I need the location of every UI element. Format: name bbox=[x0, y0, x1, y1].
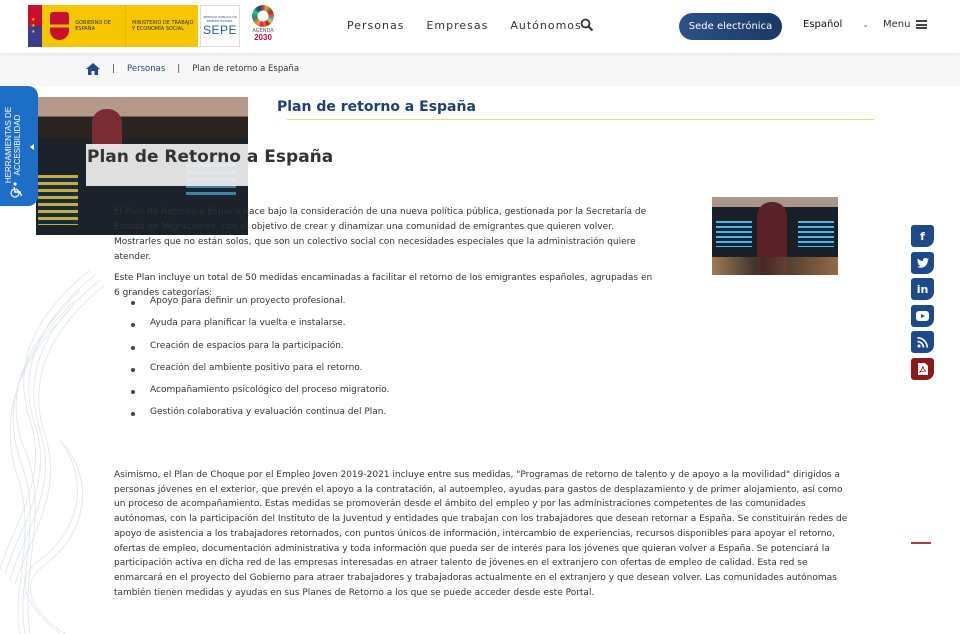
bullet-icon bbox=[131, 346, 135, 350]
agenda-year: 2030 bbox=[254, 33, 272, 42]
breadcrumb-separator: | bbox=[112, 64, 116, 74]
gobierno-text: GOBIERNO DE ESPAÑA bbox=[75, 20, 111, 32]
social-share-bar bbox=[911, 225, 934, 380]
menu-label: Menu bbox=[883, 19, 911, 30]
coat-of-arms-icon bbox=[50, 12, 69, 40]
list-item-text: Creación de espacios para la participación. bbox=[150, 340, 344, 351]
ministerio-logo bbox=[125, 5, 198, 47]
youtube-icon[interactable] bbox=[911, 305, 934, 327]
bullet-icon bbox=[131, 390, 135, 394]
site-header bbox=[0, 0, 960, 53]
menu-button[interactable] bbox=[883, 19, 927, 30]
person-figure bbox=[92, 109, 122, 149]
bullet-icon bbox=[131, 412, 135, 416]
section-title: Plan de retorno a España bbox=[277, 99, 476, 115]
sepe-subtitle: SERVICIO PÚBLICO DE EMPLEO ESTATAL bbox=[203, 15, 237, 23]
wheelchair-icon bbox=[8, 182, 24, 198]
list-item bbox=[131, 407, 389, 429]
paragraph: Este Plan incluye un total de 50 medidas encaminadas a facilitar el retorno de los emigrantes españoles, agrupadas en 6 grandes categorías: bbox=[114, 273, 653, 298]
departure-board bbox=[716, 221, 752, 247]
home-icon[interactable] bbox=[86, 63, 100, 75]
eu-flag-icon bbox=[28, 5, 42, 47]
list-item-text: Creación del ambiente positivo para el retorno. bbox=[150, 362, 363, 373]
categories-list bbox=[131, 296, 389, 430]
scroll-indicator bbox=[911, 542, 931, 544]
bullet-icon bbox=[131, 368, 135, 372]
sepe-wordmark: SEPE bbox=[202, 23, 237, 37]
paragraph: El Plan de Retorno a España nace bajo la consideración de una nueva política pública, gestionada por la Secretaría de Estado de Migraciones, con el objetivo de crear y dinamizar una comunidad de emigrantes que quieren volver. Mostrarles que no están solos, que son un colectivo social con necesidades especiales que la administración quiere atender. bbox=[114, 207, 647, 262]
breadcrumb-separator: | bbox=[177, 64, 181, 74]
breadcrumb-personas[interactable]: Personas bbox=[127, 64, 166, 74]
language-value: Español bbox=[803, 19, 843, 30]
hamburger-icon bbox=[916, 20, 927, 29]
accessibility-tools-tab[interactable] bbox=[0, 86, 38, 206]
sepe-logo[interactable] bbox=[200, 5, 240, 47]
twitter-icon[interactable] bbox=[911, 252, 934, 274]
decorative-swirl bbox=[0, 270, 110, 634]
list-item bbox=[131, 363, 389, 385]
bullet-icon bbox=[131, 323, 135, 327]
linkedin-icon[interactable]: in bbox=[911, 278, 934, 300]
sdg-wheel-icon bbox=[252, 5, 274, 27]
main-nav bbox=[347, 19, 582, 32]
list-item-text: Gestión colaborativa y evaluación continua del Plan. bbox=[150, 407, 387, 418]
nav-empresas[interactable]: Empresas bbox=[426, 19, 489, 32]
breadcrumb bbox=[86, 63, 299, 75]
bullet-icon bbox=[131, 301, 135, 305]
floor-lights bbox=[712, 257, 838, 275]
nav-personas[interactable]: Personas bbox=[347, 19, 405, 32]
government-logos[interactable] bbox=[28, 5, 278, 47]
search-icon[interactable] bbox=[580, 18, 594, 32]
departure-board bbox=[38, 175, 78, 225]
agenda-label: AGENDA bbox=[252, 28, 274, 34]
hero-title: Plan de Retorno a España bbox=[87, 147, 334, 167]
ministerio-text: MINISTERIO DE TRABAJO Y ECONOMÍA SOCIAL bbox=[132, 20, 194, 32]
gobierno-logo bbox=[42, 5, 125, 47]
list-item bbox=[131, 296, 389, 318]
chevron-down-icon: ⌄ bbox=[862, 20, 869, 29]
language-selector[interactable] bbox=[803, 19, 869, 30]
agenda-2030-logo bbox=[248, 5, 278, 47]
rss-glyph bbox=[917, 337, 928, 348]
twitter-bird-glyph bbox=[917, 258, 929, 268]
list-item-text: Ayuda para planificar la vuelta e instalarse. bbox=[150, 318, 346, 329]
intro-text bbox=[114, 205, 654, 307]
airport-traveler-image bbox=[712, 197, 838, 275]
list-item bbox=[131, 318, 389, 340]
facebook-icon[interactable]: f bbox=[911, 225, 934, 247]
departure-board bbox=[798, 221, 834, 247]
accessibility-label: HERRAMIENTAS DE ACCESIBILIDAD bbox=[4, 106, 22, 184]
sede-electronica-button[interactable]: Sede electrónica bbox=[679, 13, 782, 40]
list-item bbox=[131, 341, 389, 363]
nav-autonomos[interactable]: Autónomos bbox=[510, 19, 582, 32]
list-item-text: Acompañamiento psicológico del proceso migratorio. bbox=[150, 385, 390, 396]
list-item-text: Apoyo para definir un proyecto profesional. bbox=[150, 296, 346, 306]
rss-icon[interactable] bbox=[911, 331, 934, 353]
youtube-play-glyph bbox=[916, 311, 929, 321]
pdf-icon[interactable] bbox=[911, 358, 934, 380]
list-item bbox=[131, 385, 389, 407]
pdf-document-glyph bbox=[918, 363, 928, 375]
caret-left-icon bbox=[30, 144, 34, 150]
section-divider bbox=[287, 119, 874, 120]
plan-choque-paragraph: Asimismo, el Plan de Choque por el Empleo Joven 2019-2021 incluye entre sus medidas, "Programas de retorno de talento y de apoyo a la movilidad" dirigidos a personas jóvenes en el exterior, que prevén el apoyo a la contratación, al autoempleo, ayudas para gastos de desplazamiento y de primer alojamiento, así como un proceso de acompañamiento. Estas medidas se promoverán desde el ámbito del empleo y por las administraciones competentes de las comunidades autónomas, con la participación del Instituto de la Juventud y entidades que trabajan con los trabajadores que desean retornar a España. Se constituirán redes de apoyo de asistencia a los trabajadores retornados, con puntos únicos de información, intercambio de experiencias, recursos disponibles para apoyar el retorno, ofertas de empleo, documentación administrativa y toda información que pueda ser de interés para los jóvenes que quieran volver a España. Se potenciará la participación activa en dicha red de las empresas interesadas en atraer talento de jóvenes en el extranjero con ofertas de empleo de calidad. Esta red se enmarcará en el proyecto del Gobierno para atraer trabajadores y trabajadoras actualmente en el extranjero y que desean volver. Las comunidades autónomas también tienen medidas y ayudas en sus Planes de Retorno a los que se puede acceder desde este Portal. bbox=[114, 470, 848, 598]
breadcrumb-current: Plan de retorno a España bbox=[192, 64, 300, 74]
